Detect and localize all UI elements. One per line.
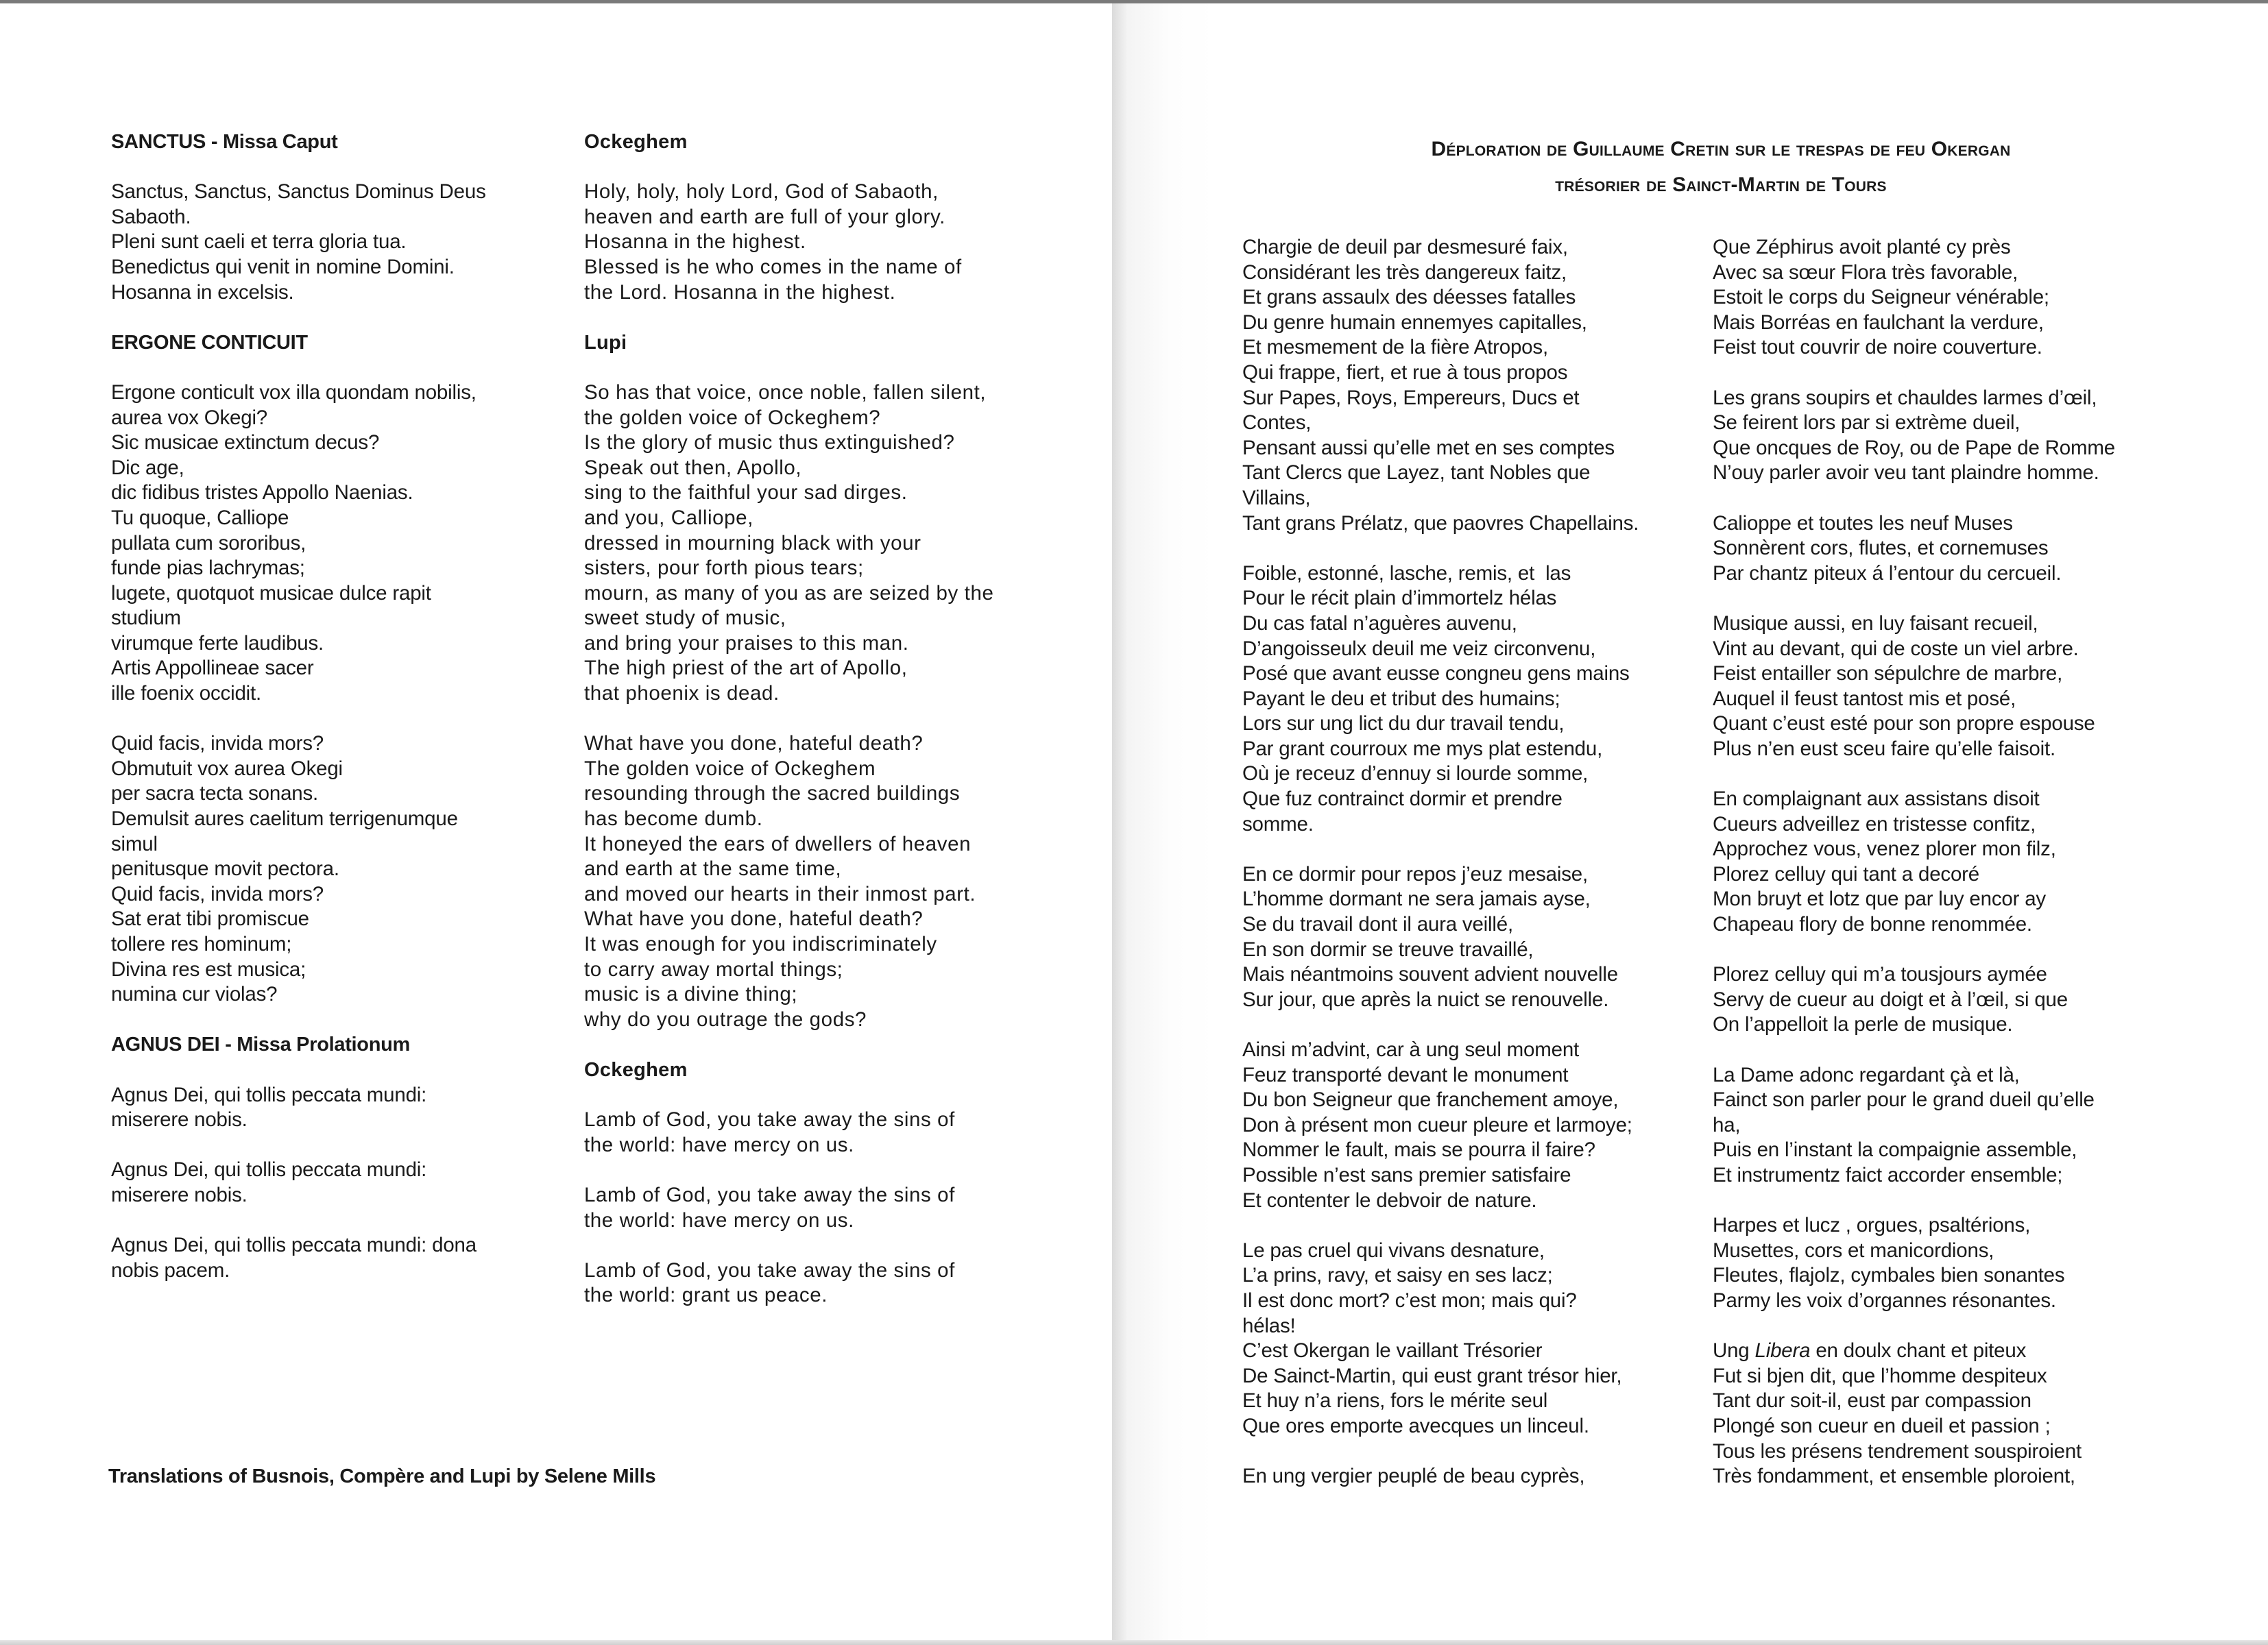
section-heading <box>584 130 1050 155</box>
stanza <box>1242 561 1688 838</box>
verse-line: Tous les présens tendrement souspiroient <box>1713 1439 2082 1463</box>
verse-line: Possible n’est sans premier satisfaire <box>1242 1163 1571 1186</box>
verse-line: that phoenix is dead. <box>584 682 780 705</box>
verse-line: Contes, <box>1242 411 1312 435</box>
verse-line: Foible, estonné, lasche, remis, et las <box>1242 561 1571 585</box>
verse-line: En ung vergier peuplé de beau cyprès, <box>1242 1465 1585 1488</box>
stanza <box>584 180 1050 305</box>
verse-line: Où je receuz d’ennuy si lourde somme, <box>1242 762 1589 785</box>
verse-line: sisters, pour forth pious tears; <box>584 557 864 580</box>
verse-line: simul <box>111 832 158 855</box>
verse-line: ille foenix occidit. <box>111 682 261 705</box>
stanza <box>584 1258 1050 1308</box>
verse-line: Don à présent mon cueur pleure et larmoye; <box>1242 1113 1632 1136</box>
stanza <box>1713 611 2206 762</box>
verse-line: Parmy les voix d’organnes résonantes. <box>1713 1289 2056 1312</box>
section-heading-title: Lupi <box>584 331 627 354</box>
verse-line: nobis pacem. <box>111 1258 230 1282</box>
verse-line: Plorez celluy qui m’a tousjours aymée <box>1713 963 2047 986</box>
verse-line: Servy de cueur au doigt et à l’œil, si que <box>1713 988 2068 1011</box>
spacer <box>1242 1012 1688 1038</box>
verse-line: Sanctus, Sanctus, Sanctus Dominus Deus <box>111 180 486 204</box>
verse-line: Payant le deu et tribut des humains; <box>1242 687 1560 710</box>
verse-line: Musettes, cors et manicordions, <box>1713 1239 1994 1262</box>
spacer <box>1713 938 2206 963</box>
verse-line: mourn, as many of you as are seized by the <box>584 581 994 605</box>
verse-line: Pour le récit plain d’immortelz hélas <box>1242 587 1557 610</box>
verse-line: Chargie de deuil par desmesuré faix, <box>1242 236 1568 258</box>
verse-line: penitusque movit pectora. <box>111 857 339 881</box>
verse-line: Sat erat tibi promiscue <box>111 907 309 931</box>
verse-line: Que oncques de Roy, ou de Pape de Romme <box>1713 436 2115 459</box>
spacer <box>1242 837 1688 862</box>
verse-line: the world: grant us peace. <box>584 1284 828 1307</box>
verse-line: Lamb of God, you take away the sins of <box>584 1258 955 1282</box>
translation-credit: Translations of Busnois, Compère and Lupi by Selene Mills <box>108 1465 656 1487</box>
spacer <box>111 305 564 330</box>
verse-text: Ung <box>1713 1339 1755 1363</box>
spacer <box>584 1308 1050 1334</box>
verse-line: aurea vox Okegi? <box>111 406 268 429</box>
verse-line: dressed in mourning black with your <box>584 531 921 555</box>
verse-line: Obmutuit vox aurea Okegi <box>111 757 343 780</box>
spacer <box>1713 1314 2206 1339</box>
verse-line: Agnus Dei, qui tollis peccata mundi: <box>111 1158 427 1182</box>
verse-line: Lors sur ung lict du dur travail tendu, <box>1242 712 1565 735</box>
spacer <box>584 155 1050 180</box>
verse-line: ha, <box>1713 1113 1741 1136</box>
spacer <box>1242 1439 1688 1465</box>
verse-line: Speak out then, Apollo, <box>584 456 802 479</box>
stanza <box>1242 862 1688 1013</box>
verse-line: Hosanna in the highest. <box>584 230 806 254</box>
verse-line: funde pias lachrymas; <box>111 557 305 580</box>
spacer <box>1713 1189 2206 1214</box>
english-translation-column <box>584 130 1050 1334</box>
section-heading-title: AGNUS DEI <box>111 1034 220 1056</box>
section-heading <box>584 1058 1050 1083</box>
verse-line: the world: have mercy on us. <box>584 1133 854 1156</box>
verse-line: What have you done, hateful death? <box>584 732 924 755</box>
verse-line: Et mesmement de la fière Atropos, <box>1242 336 1548 359</box>
verse-line: Quid facis, invida mors? <box>111 882 324 905</box>
stanza <box>111 1083 564 1133</box>
verse-line: Sonnèrent cors, flutes, et cornemuses <box>1713 537 2049 560</box>
verse-line: It honeyed the ears of dwellers of heaven <box>584 832 972 855</box>
verse-line: pullata cum sororibus, <box>111 531 306 555</box>
italic-word-libera: Libera <box>1754 1339 1811 1363</box>
section-heading-title: ERGONE CONTICUIT <box>111 331 308 354</box>
verse-line: Agnus Dei, qui tollis peccata mundi: dona <box>111 1234 476 1257</box>
spacer <box>1713 586 2206 611</box>
verse-line: Holy, holy, holy Lord, God of Sabaoth, <box>584 180 939 204</box>
verse-line: Pensant aussi qu’elle met en ses comptes <box>1242 436 1615 459</box>
verse-line: per sacra tecta sonans. <box>111 782 319 805</box>
poem-title <box>1220 132 2221 203</box>
verse-line: N’ouy parler avoir veu tant plaindre homme. <box>1713 461 2099 485</box>
verse-line: Nommer le fault, mais se pourra il faire? <box>1242 1138 1595 1162</box>
verse-line: resounding through the sacred buildings <box>584 782 961 805</box>
verse-line: miserere nobis. <box>111 1183 248 1206</box>
verse-line: Musique aussi, en luy faisant recueil, <box>1713 611 2038 635</box>
verse-line: Benedictus qui venit in nomine Domini. <box>111 255 455 278</box>
verse-line: Artis Appollineae sacer <box>111 657 314 680</box>
verse-line: Tu quoque, Calliope <box>111 506 289 529</box>
verse-line: En son dormir se treuve travaillé, <box>1242 938 1534 961</box>
spacer <box>111 355 564 380</box>
verse-line: lugete, quotquot musicae dulce rapit <box>111 581 431 605</box>
section-heading <box>111 330 564 356</box>
verse-line: Vint au devant, qui de coste un viel arbre. <box>1713 637 2079 660</box>
section-heading-subtitle: - Missa Prolationum <box>219 1034 411 1056</box>
spacer <box>111 1008 564 1033</box>
spacer <box>1242 536 1688 561</box>
poem-title-line-2: trésorier de Sainct-Martin de Tours <box>1555 173 1887 196</box>
stanza <box>111 380 564 707</box>
stanza <box>111 180 564 305</box>
verse-line: Sic musicae extinctum decus? <box>111 431 380 454</box>
verse-line: Fleutes, flajolz, cymbales bien sonantes <box>1713 1264 2065 1287</box>
verse-line: Du cas fatal n’aguères auvenu, <box>1242 611 1517 635</box>
spacer <box>111 1058 564 1083</box>
verse-line: Divina res est musica; <box>111 958 306 981</box>
verse-line: Approchez vous, venez plorer mon filz, <box>1713 838 2056 861</box>
stanza <box>1713 962 2206 1038</box>
verse-line: Par grant courroux me mys plat estendu, <box>1242 737 1603 760</box>
verse-line: Fut si bjen dit, que l’homme despiteux <box>1713 1364 2047 1387</box>
verse-line: Estoit le corps du Seigneur vénérable; <box>1713 286 2049 309</box>
scan-edge-bottom <box>0 1640 2268 1645</box>
spacer <box>111 1208 564 1234</box>
spacer <box>584 1083 1050 1108</box>
verse-line: En ce dormir pour repos j’euz mesaise, <box>1242 862 1588 886</box>
verse-line: why do you outrage the gods? <box>584 1008 867 1031</box>
section-heading <box>584 330 1050 356</box>
french-poem-column-1 <box>1242 235 1688 1489</box>
stanza <box>111 731 564 1008</box>
spacer <box>111 1133 564 1158</box>
section-heading-title: SANCTUS <box>111 131 206 153</box>
verse-line: Tant dur soit-il, eust par compassion <box>1713 1389 2031 1413</box>
verse-line: sing to the faithful your sad dirges. <box>584 481 908 504</box>
verse-line: On l’appelloit la perle de musique. <box>1713 1013 2013 1036</box>
spacer <box>111 155 564 180</box>
verse-line: Du bon Seigneur que franchement amoye, <box>1242 1088 1619 1112</box>
spacer <box>584 305 1050 330</box>
verse-line: virumque ferte laudibus. <box>111 631 324 655</box>
section-heading-subtitle: - Missa Caput <box>206 131 338 153</box>
verse-line: Blessed is he who comes in the name of <box>584 255 962 278</box>
verse-line: Sabaoth. <box>111 205 191 228</box>
spacer <box>584 1032 1050 1058</box>
verse-line: What have you done, hateful death? <box>584 907 924 931</box>
verse-line: Chapeau flory de bonne renommée. <box>1713 913 2032 936</box>
verse-line: Posé que avant eusse congneu gens mains <box>1242 662 1630 685</box>
verse-line: Que Zéphirus avoit planté cy près <box>1713 236 2011 258</box>
verse-line: The high priest of the art of Apollo, <box>584 657 908 680</box>
verse-line: the golden voice of Ockeghem? <box>584 406 881 429</box>
spacer <box>1713 1038 2206 1063</box>
verse-line: Et instrumentz faict accorder ensemble; <box>1713 1163 2063 1186</box>
verse-line: miserere nobis. <box>111 1108 248 1132</box>
spacer <box>111 707 564 732</box>
poem-title-line-1: Déploration de Guillaume Cretin sur le trespas de feu Okergan <box>1431 138 2011 160</box>
left-page <box>0 0 1112 1645</box>
spacer <box>584 707 1050 732</box>
verse-line: Puis en l’instant la compaignie assemble, <box>1713 1138 2077 1162</box>
verse-line: Et grans assaulx des déesses fatalles <box>1242 286 1576 309</box>
verse-line: Du genre humain ennemyes capitalles, <box>1242 310 1587 334</box>
stanza <box>1713 1213 2206 1313</box>
spacer <box>1713 761 2206 787</box>
verse-line: Sur jour, que après la nuict se renouvelle. <box>1242 988 1609 1011</box>
verse-line: Hosanna in excelsis. <box>111 280 294 304</box>
verse-line: Fainct son parler pour le grand dueil qu’elle <box>1713 1088 2095 1112</box>
verse-line: Très fondamment, et ensemble ploroient, <box>1713 1465 2075 1488</box>
verse-line: Sur Papes, Roys, Empereurs, Ducs et <box>1242 386 1580 409</box>
verse-line: Tant grans Prélatz, que paovres Chapellains. <box>1242 511 1639 535</box>
section-heading-title: Ockeghem <box>584 1058 688 1081</box>
verse-line: music is a divine thing; <box>584 983 798 1006</box>
verse-line: So has that voice, once noble, fallen silent, <box>584 380 987 404</box>
spacer <box>584 1158 1050 1183</box>
verse-line: En complaignant aux assistans disoit <box>1713 788 2040 811</box>
verse-line: Cueurs adveillez en tristesse confitz, <box>1713 812 2036 836</box>
verse-line <box>1713 1339 2206 1364</box>
latin-text-column <box>111 130 564 1308</box>
stanza <box>111 1233 564 1283</box>
verse-line: Feist entailler son sépulchre de marbre, <box>1713 662 2063 685</box>
section-heading <box>111 1032 564 1058</box>
verse-line: Plongé son cueur en dueil et passion ; <box>1713 1414 2051 1437</box>
verse-line: The golden voice of Ockeghem <box>584 757 876 780</box>
verse-line: Villains, <box>1242 486 1311 509</box>
verse-line: the world: have mercy on us. <box>584 1208 854 1232</box>
verse-line: tollere res hominum; <box>111 933 292 955</box>
verse-line: and bring your praises to this man. <box>584 631 909 655</box>
stanza <box>584 380 1050 707</box>
verse-line: Plorez celluy qui tant a decoré <box>1713 862 1979 886</box>
stanza <box>1713 511 2206 587</box>
spacer <box>584 1233 1050 1258</box>
verse-line: Le pas cruel qui vivans desnature, <box>1242 1239 1545 1262</box>
verse-line: hélas! <box>1242 1314 1296 1337</box>
verse-line: and earth at the same time, <box>584 857 842 881</box>
spacer <box>1242 1213 1688 1239</box>
stanza <box>584 1183 1050 1233</box>
stanza <box>1242 1464 1688 1489</box>
section-heading <box>111 130 564 155</box>
stanza <box>1713 1063 2206 1189</box>
french-poem-column-2 <box>1713 235 2206 1489</box>
verse-line: Que fuz contrainct dormir et prendre <box>1242 788 1563 811</box>
spacer <box>1713 486 2206 511</box>
verse-line: Feuz transporté devant le monument <box>1242 1063 1569 1086</box>
verse-line: Plus n’en eust sceu faire qu’elle faisoit. <box>1713 737 2055 760</box>
stanza <box>111 1158 564 1208</box>
verse-line: Agnus Dei, qui tollis peccata mundi: <box>111 1083 427 1106</box>
verse-line: Par chantz piteux á l’entour du cercueil. <box>1713 561 2062 585</box>
verse-line: to carry away mortal things; <box>584 958 843 981</box>
verse-line: Quid facis, invida mors? <box>111 732 324 755</box>
section-heading-title: Ockeghem <box>584 131 688 153</box>
stanza <box>1713 235 2206 361</box>
verse-line: Ainsi m’advint, car à ung seul moment <box>1242 1038 1580 1061</box>
verse-line: Mon bruyt et lotz que par luy encor ay <box>1713 888 2046 911</box>
stanza <box>584 731 1050 1032</box>
stanza <box>1242 1038 1688 1213</box>
verse-line: L’homme dormant ne sera jamais ayse, <box>1242 888 1591 911</box>
stanza <box>1242 235 1688 536</box>
verse-line: Quant c’eust esté pour son propre espouse <box>1713 712 2095 735</box>
verse-line: Qui frappe, fiert, et rue à tous propos <box>1242 361 1568 384</box>
verse-line: Mais Borréas en faulchant la verdure, <box>1713 310 2044 334</box>
verse-line: L’a prins, ravy, et saisy en ses lacz; <box>1242 1264 1553 1287</box>
verse-line: Is the glory of music thus extinguished? <box>584 431 955 454</box>
verse-line: and moved our hearts in their inmost part. <box>584 882 976 905</box>
verse-line: somme. <box>1242 812 1314 836</box>
verse-line: Feist tout couvrir de noire couverture. <box>1713 336 2042 359</box>
spacer <box>111 1283 564 1308</box>
verse-line: Demulsit aures caelitum terrigenumque <box>111 807 458 831</box>
verse-line: and you, Calliope, <box>584 506 753 529</box>
verse-text: en doulx chant et piteux <box>1810 1339 2027 1363</box>
verse-line: Harpes et lucz , orgues, psaltérions, <box>1713 1214 2031 1237</box>
verse-line: It was enough for you indiscriminately <box>584 933 937 955</box>
verse-line: Calioppe et toutes les neuf Muses <box>1713 511 2013 535</box>
verse-line: Pleni sunt caeli et terra gloria tua. <box>111 230 407 254</box>
spacer <box>1713 361 2206 386</box>
verse-line: Que ores emporte avecques un linceul. <box>1242 1414 1589 1437</box>
verse-line: Tant Clercs que Layez, tant Nobles que <box>1242 461 1591 485</box>
verse-line: numina cur violas? <box>111 983 278 1006</box>
verse-line: Lamb of God, you take away the sins of <box>584 1183 955 1206</box>
stanza <box>584 1108 1050 1158</box>
stanza <box>1713 787 2206 938</box>
verse-line: the Lord. Hosanna in the highest. <box>584 280 896 304</box>
verse-line: Il est donc mort? c’est mon; mais qui? <box>1242 1289 1577 1312</box>
verse-line: Auquel il feust tantost mis et posé, <box>1713 687 2016 710</box>
verse-line: Et contenter le debvoir de nature. <box>1242 1189 1537 1212</box>
stanza <box>1242 1239 1688 1439</box>
verse-line: Lamb of God, you take away the sins of <box>584 1108 955 1132</box>
verse-line: studium <box>111 607 181 630</box>
verse-line: Avec sa sœur Flora très favorable, <box>1713 260 2018 284</box>
verse-line: De Sainct-Martin, qui eust grant trésor hier, <box>1242 1364 1622 1387</box>
stanza <box>1713 386 2206 486</box>
verse-line: Ergone conticult vox illa quondam nobilis, <box>111 380 476 404</box>
verse-line: Considérant les très dangereux faitz, <box>1242 260 1567 284</box>
verse-line: La Dame adonc regardant çà et là, <box>1713 1063 2020 1086</box>
verse-line: Mais néantmoins souvent advient nouvelle <box>1242 963 1618 986</box>
verse-line: Et huy n’a riens, fors le mérite seul <box>1242 1389 1548 1413</box>
verse-line: C’est Okergan le vaillant Trésorier <box>1242 1339 1543 1363</box>
verse-line: D’angoisseulx deuil me veiz circonvenu, <box>1242 637 1596 660</box>
stanza <box>1713 1339 2206 1489</box>
verse-line: sweet study of music, <box>584 607 786 630</box>
verse-line: has become dumb. <box>584 807 763 831</box>
verse-line: Se du travail dont il aura veillé, <box>1242 913 1513 936</box>
verse-line: Se feirent lors par si extrème dueil, <box>1713 411 2020 435</box>
verse-line: Les grans soupirs et chauldes larmes d’œil, <box>1713 386 2097 409</box>
verse-line: heaven and earth are full of your glory. <box>584 205 945 228</box>
spacer <box>584 355 1050 380</box>
verse-line: dic fidibus tristes Appollo Naenias. <box>111 481 413 504</box>
verse-line: Dic age, <box>111 456 184 479</box>
